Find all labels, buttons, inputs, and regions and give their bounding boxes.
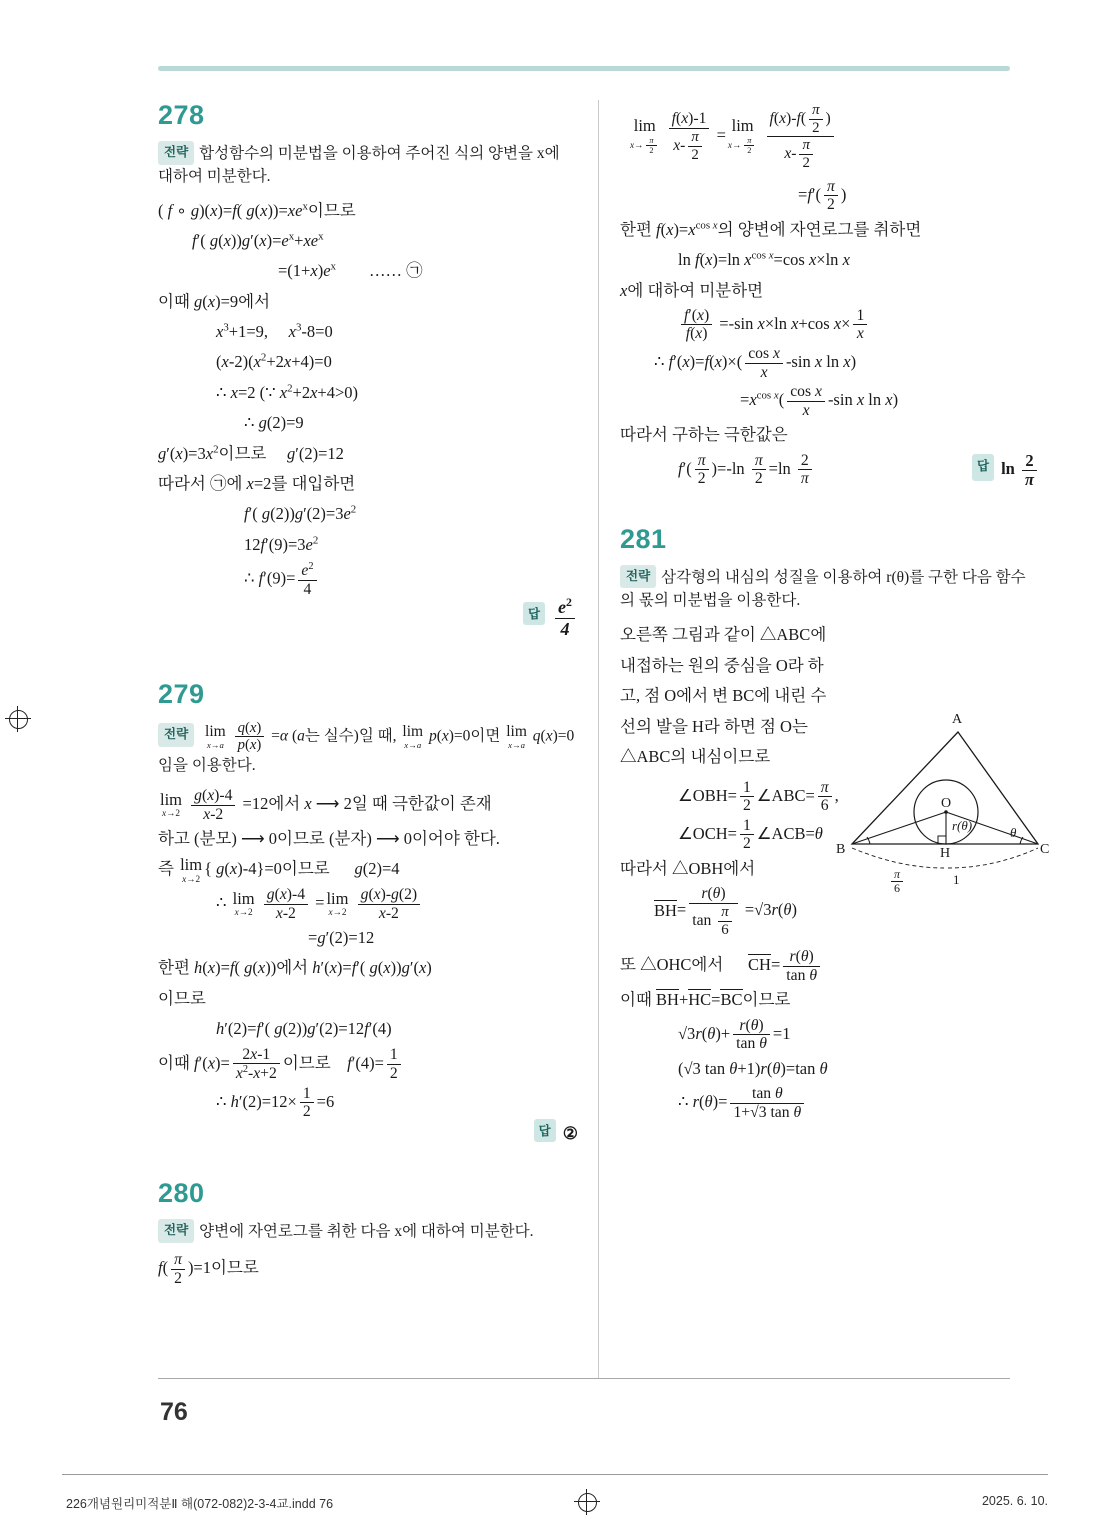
solution-280 — [158, 1178, 578, 1287]
problem-number: 279 — [158, 678, 205, 709]
limit-expr: lim x→a — [205, 723, 226, 750]
bottom-rule — [158, 1378, 1010, 1379]
strategy-text: 합성함수의 미분법을 이용하여 주어진 식의 양변을 x에 대하여 미분한다. — [158, 145, 560, 186]
math-line: 이므로 — [158, 988, 206, 1008]
page-number: 76 — [160, 1398, 188, 1426]
math-line: ∴ f′(x)=f(x)×( $\frac{\text{cos x}}{x}$ -sin x ln x) — [654, 345, 857, 381]
strategy-278 — [158, 141, 578, 189]
math-line: ∠OCH= $\frac{1}{2}$ ∠ACB=θ — [678, 816, 823, 853]
top-rule — [158, 66, 1010, 71]
footer-date: 2025. 6. 10. — [981, 1494, 1048, 1508]
math-line: $g'(x)=3x^2$이므로 g′(2)=12 — [158, 443, 344, 463]
strategy-281 — [620, 565, 1040, 613]
math-line: =f′( $\frac{\pi}{2}$ ) — [798, 177, 847, 214]
center-label-o: O — [941, 796, 952, 811]
math-line: $=(1+x)e^x$ …… ㉠ — [278, 260, 423, 281]
math-line: f′( $g(2))g'(2)=3e^2$ — [244, 503, 357, 524]
math-line: x에 대하여 미분하면 — [620, 280, 764, 300]
answer-tag: 답 — [972, 454, 994, 481]
math-line: h′(2)=f′( g(2))g′(2)=12f′(4) — [216, 1019, 392, 1039]
math-line: ∴ g(2)=9 — [244, 413, 304, 433]
angle-theta-label: θ — [1010, 825, 1017, 840]
math-line: $\frac{f'(x)}{f(x)}$ =-sin x×ln x+cos x× $\frac{1}{x}$ — [620, 307, 1040, 343]
math-line: $12f'(9)=3e^2$ — [244, 534, 319, 554]
math-line: $x^3+1=9$, $x^3-8=0$ — [216, 321, 333, 341]
vertex-label-b: B — [836, 842, 846, 857]
strategy-tag: 전략 — [158, 141, 194, 165]
triangle-incircle-figure — [836, 712, 1052, 896]
math-line: ∠OBH= $\frac{1}{2}$ ∠ABC= $\frac{\pi}{6}$ , — [678, 778, 839, 815]
problem-number: 278 — [158, 100, 205, 130]
math-line: 따라서 구하는 극한값은 — [620, 425, 788, 445]
base-length-label: 1 — [953, 872, 960, 887]
math-line: ln f(x)=ln $x^{cos x}=\cos$ x×ln x — [678, 249, 850, 270]
foot-label-h: H — [940, 846, 951, 861]
strategy-tag: 전략 — [158, 1219, 194, 1243]
math-line: f( $\frac{\pi}{2}$ )=1이므로 — [158, 1251, 259, 1287]
strategy-text: 삼각형의 내심의 성질을 이용하여 r(θ)를 구한 다음 함수의 몫의 미분법을 이용한다. — [620, 568, 1026, 609]
strategy-280 — [158, 1219, 578, 1243]
strategy-tag: 전략 — [620, 565, 656, 589]
math-line: BH= r(θ) tan $\frac{\pi}{6}$ =√3r(θ) — [654, 885, 798, 938]
vertex-label-c: C — [1040, 842, 1050, 857]
angle-pi6-label: $\frac{\pi}{6}$ — [888, 868, 906, 896]
solution-280-cont — [620, 102, 1040, 488]
radius-label: r(θ) — [952, 818, 973, 833]
math-line: 이때 f′(x)= $\frac{2x-1}{x^2-x+2}$ 이므로 f′(4)= $\frac{1}{2}$ — [158, 1046, 578, 1083]
answer-row-278 — [158, 596, 578, 638]
answer-value: ② — [562, 1124, 578, 1143]
problem-number: 280 — [158, 1178, 205, 1208]
math-line: ∴ f′(9)= $\frac{e^2}{4}$ — [158, 561, 578, 598]
vertex-label-a: A — [952, 712, 963, 727]
footer-filename: 226개념원리미적분Ⅱ 해(072-082)2-3-4교.indd 76 — [66, 1497, 334, 1511]
registration-mark-bottom — [574, 1489, 600, 1515]
math-line: 따라서 △OBH에서 — [620, 858, 756, 878]
math-line: $(x-2)(x^2+2x+4)=0$ — [216, 351, 332, 372]
intro-text-281: 오른쪽 그림과 같이 △ABC에 내접하는 원의 중심을 O라 하고, 점 O에서 변 BC에 내린 수선의 발을 H라 하면 점 O는 △ABC의 내심이므로 — [620, 625, 827, 767]
answer-tag: 답 — [534, 1119, 556, 1142]
math-line: 또 △OHC에서 CH= $\frac{r(\theta)}{\text{tan θ}}$ — [620, 948, 1040, 984]
registration-mark-left — [5, 706, 31, 732]
problem-number: 281 — [620, 523, 667, 554]
math-line: ∴ h′(2)=12× $\frac{1}{2}$ =6 — [216, 1084, 335, 1121]
math-line: lim x→ $\frac{\pi}{2}$ f(x)-1 x- $\frac{\pi}{2}$ = lim x→ $\frac{\pi}{2}$ f(x)-f( $\frac{\pi}{2}$ ) x- $\frac{\pi}{2}$ — [620, 102, 1040, 172]
math-line: 한편 h(x)=f( g(x))에서 h′(x)=f′( g(x))g′(x) — [158, 958, 432, 978]
math-line: 하고 (분모) ⟶ 0이므로 (분자) ⟶ 0이어야 한다. — [158, 829, 500, 849]
math-line: lim x→2 $\frac{g(x)-4}{x-2}$ =12에서 x ⟶ 2일 때 극한값이 존재 — [160, 786, 492, 823]
math-line: ( f ∘ g)(x)=f( $g(x))=xe^x$이므로 — [158, 200, 356, 220]
math-line: 따라서 ㉠에 x=2를 대입하면 — [158, 473, 356, 493]
column-divider — [598, 100, 599, 1378]
math-line: (√3 tan θ+1)r(θ)=tan θ — [678, 1058, 828, 1078]
right-column — [620, 100, 1040, 1123]
answer-tag: 답 — [523, 602, 545, 625]
math-line: √3r(θ)+ $\frac{r(\theta)}{\text{tan θ}}$ =1 — [678, 1016, 791, 1053]
answer-value: $\frac{e^2}{4}$ — [552, 606, 578, 627]
math-line: 즉 lim x→2 { g(x)-4}=0이므로 g(2)=4 — [158, 855, 400, 884]
strategy-text: 양변에 자연로그를 취한 다음 x에 대하여 미분한다. — [199, 1223, 534, 1240]
solution-278 — [158, 100, 578, 639]
left-column — [158, 100, 578, 1289]
math-line: 이때 BH+HC=BC이므로 — [620, 990, 791, 1010]
math-line: 이때 g(x)=9에서 — [158, 291, 271, 311]
math-line: =g′(2)=12 — [308, 928, 375, 948]
answer-row-279 — [158, 1119, 578, 1144]
math-line: ∴ lim x→2 $\frac{g(x)-4}{x-2}$ = lim x→2 $\frac{g(x)-g(2)}{x-2}$ — [158, 886, 578, 922]
math-line: f′( $\frac{\pi}{2}$ )=-ln $\frac{\pi}{2}$ =ln $\frac{2}{\pi}$ 답 ln $\frac{2}{\pi}$ — [620, 452, 1040, 488]
math-line: 한편 $f(x)=x^{cos x}$의 양변에 자연로그를 취하면 — [620, 219, 922, 239]
math-line: ∴ r(θ)= $\frac{\text{tan θ}}{\text{1+√3 tan θ}}$ — [620, 1085, 1040, 1121]
math-line: ∴ x=2 (∵ $x^2+2x+4>0$) — [216, 382, 359, 402]
solution-279 — [158, 679, 578, 1144]
answer-value: ln $\frac{2}{\pi}$ — [1001, 459, 1040, 478]
math-line: f′( $g(x))g'(x)=e^x+xe^x$ — [192, 230, 324, 250]
strategy-tag: 전략 — [158, 723, 194, 747]
strategy-279: 전략 lim x→a $\frac{q(x)}{p(x)}$ =α (a는 실수)일 때, lim x→a p(x)=0이면 lim x→a q(x)=0임을 이용한다. — [158, 719, 575, 774]
math-line: $=x^{cos x}$( $\frac{\text{cos x}}{x}$ -sin x ln x) — [740, 383, 899, 419]
